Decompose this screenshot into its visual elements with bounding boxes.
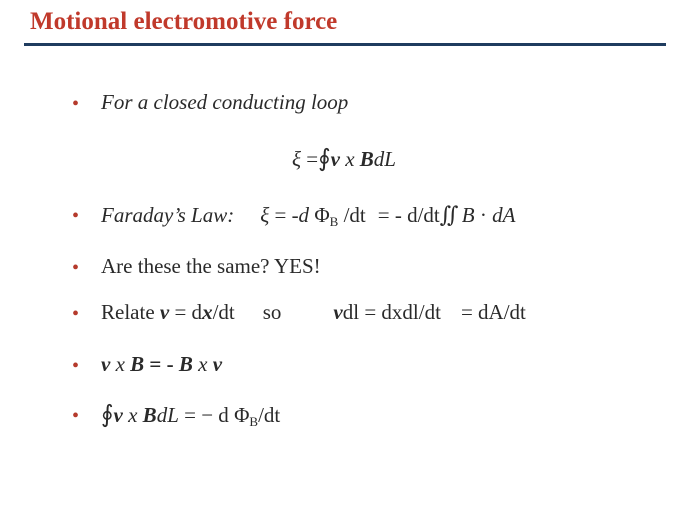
dot-operator: · [474, 203, 493, 227]
rhs-ddt: = - d/dt [377, 203, 440, 227]
dA: dA [492, 203, 516, 227]
velocity-v: v [159, 300, 170, 324]
dL: dL [373, 147, 396, 171]
bullet-relate [101, 300, 526, 325]
per-dt: /dt [212, 300, 235, 324]
slide-title: Motional electromotive force [30, 8, 338, 35]
field-B: B [130, 352, 145, 376]
per-dt: /dt [258, 403, 281, 427]
xi-symbol: ξ [260, 203, 270, 227]
bullet-cross-product [101, 352, 222, 377]
phi-subscript: B [329, 214, 339, 229]
phi-subscript: B [249, 414, 259, 429]
cross-x: x [339, 147, 360, 171]
cross-x: x [110, 352, 131, 376]
bullet-marker: • [72, 355, 80, 377]
bullet-faraday-law [101, 202, 515, 230]
velocity-v: v [113, 403, 123, 427]
faraday-label: Faraday’s Law: [101, 203, 235, 227]
velocity-v: v [333, 300, 343, 324]
velocity-v: v [101, 352, 111, 376]
bullet-marker: • [72, 405, 80, 427]
equals-minus-d: = − d [178, 403, 235, 427]
phi-symbol: Φ [314, 203, 330, 227]
position-x: x [202, 300, 213, 324]
field-B: B [456, 203, 475, 227]
velocity-v: v [212, 352, 223, 376]
field-B: B [359, 147, 374, 171]
field-B: B [178, 352, 193, 376]
velocity-v: v [330, 147, 340, 171]
bullet-marker: • [72, 93, 80, 115]
title-divider [24, 43, 666, 46]
so-word: so [262, 300, 282, 324]
bullet-same-question: Are these the same? YES! [101, 254, 321, 278]
bullet-closed-loop: For a closed conducting loop [101, 90, 349, 114]
phi-symbol: Φ [234, 403, 250, 427]
field-B: B [142, 403, 157, 427]
contour-integral-symbol: ∮ [101, 402, 114, 428]
vdl-expression: dl = dxdl/dt [342, 300, 441, 324]
equals-sign: = [301, 147, 319, 171]
contour-integral-symbol: ∮ [318, 146, 331, 172]
minus-d: -d [291, 203, 315, 227]
equals-d: = d [169, 300, 203, 324]
bullet-marker: • [72, 303, 80, 325]
cross-x: x [122, 403, 143, 427]
relate-word: Relate [101, 300, 160, 324]
bullet-marker: • [72, 205, 80, 227]
equation-emf-line-integral [292, 144, 396, 173]
equals-sign: = [269, 203, 292, 227]
equals-minus: = - [144, 352, 179, 376]
dL: dL [156, 403, 179, 427]
per-dt: /dt [338, 203, 366, 227]
equals-dA-dt: = dA/dt [460, 300, 526, 324]
cross-x: x [192, 352, 213, 376]
double-integral-symbol: ∬ [439, 202, 457, 227]
bullet-result [101, 400, 280, 430]
bullet-marker: • [72, 257, 80, 279]
xi-symbol: ξ [292, 147, 301, 171]
